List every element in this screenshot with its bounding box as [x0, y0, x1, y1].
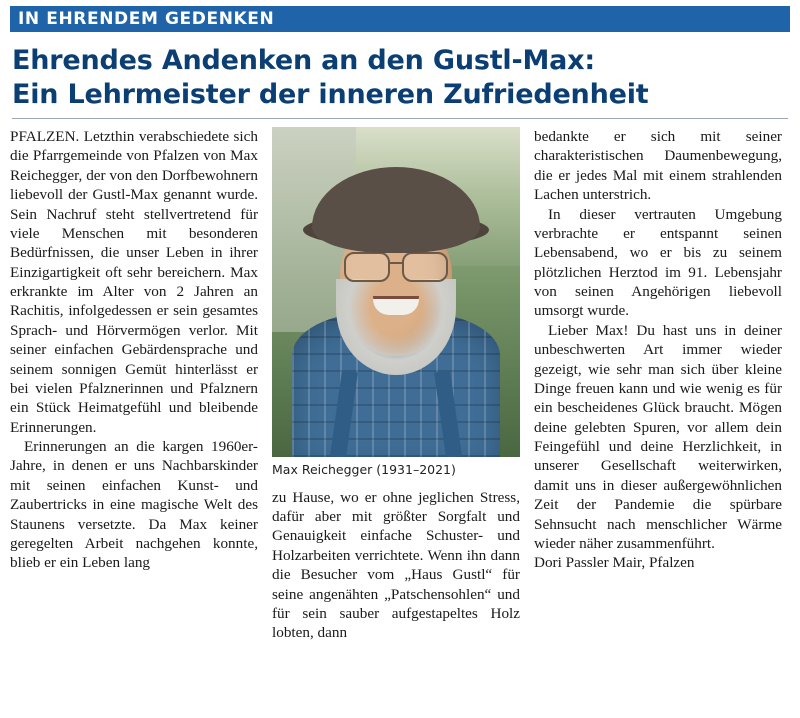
article-columns [10, 127, 790, 643]
photo-lens-bridge [388, 262, 404, 264]
photo-lens-left [344, 252, 390, 282]
paragraph: bedankte er sich mit seiner charakteristischen Daumenbewegung, die er jedes Mal mit einem strahlenden Lachen unterstrich. [534, 128, 782, 204]
headline-line-1: Ehrendes Andenken an den Gustl-Max: [12, 45, 595, 76]
paragraph: Lieber Max! Du hast uns in deiner unbeschwerten Art immer wieder gezeigt, wie sehr man sich über kleine Dinge freuen kann und wie wenig es für ein bescheidenes Glück braucht. Mögen deine gelebten Spuren, vor allem dein Feingefühl und deine Herzlichkeit, in unserer Gesellschaft weiterwirken, damit uns in dieser außergewöhnlichen Zeit der Pandemie die spürbare Sehnsucht nach menschlicher Wärme wieder näher zusammenführt. [534, 321, 782, 552]
article-photo-figure [272, 127, 520, 478]
section-kicker-label: IN EHRENDEM GEDENKEN [18, 9, 275, 29]
column-right [534, 127, 782, 573]
column-left [10, 127, 258, 573]
headline-line-2: Ein Lehrmeister der inneren Zufriedenheit [12, 79, 649, 111]
article-signature: Dori Passler Mair, Pfalzen [534, 554, 695, 572]
paragraph: Erinnerungen an die kargen 1960er-Jahre, in denen er uns Nachbarskinder mit seinen einfachen Kunst- und Zaubertricks in eine magische Welt des Staunens versetzte. Da Max keiner geregelten Arbeit nachgehen konnte, blieb er ein Leben lang [10, 438, 258, 572]
paragraph: PFALZEN. Letzthin verabschiedete sich die Pfarrgemeinde von Pfalzen von Max Reichegger, der von den Dorfbewohnern liebevoll der Gustl-Max genannt wurde. Sein Nachruf steht stellvertretend für viele Menschen mit besonderen Bedürfnissen, die unser Leben in ihrer Einzigartigkeit oft sehr bereichern. Max erkrankte im Alter von 2 Jahren an Rachitis, infolgedessen er sein gesamtes Sprach- und Hörvermögen verlor. Mit seiner einfachen Gebärdensprache und seinem sonnigen Gemüt hinterlässt er bei vielen Pfalznerinnen und Pfalznern ein Stück Heimatgefühl und bleibende Erinnerungen. [10, 128, 258, 436]
photo-caption: Max Reichegger (1931–2021) [272, 462, 456, 478]
paragraph: In dieser vertrauten Umgebung verbrachte er entspannt seinen Lebensabend, wo er bis zu seinem plötzlichen Herztod im 91. Lebensjahr von seinen Angehörigen liebevoll umsorgt wurde. [534, 205, 782, 320]
page-title [12, 44, 790, 112]
portrait-photo [272, 127, 520, 457]
headline-divider [12, 118, 788, 119]
section-kicker-bar [10, 6, 790, 32]
column-middle [272, 127, 520, 643]
article-page [0, 6, 800, 718]
photo-lens-right [402, 252, 448, 282]
glasses-icon [342, 252, 450, 278]
paragraph: zu Hause, wo er ohne jeglichen Stress, dafür aber mit größter Sorgfalt und Genauigkeit einfache Schuster- und Holzarbeiten verrichtete. Wenn ihn dann die Besucher vom „Haus Gustl“ für seine angenähten „Patschensohlen“ und für sein sauber aufgestapeltes Holz lobten, dann [272, 488, 520, 642]
